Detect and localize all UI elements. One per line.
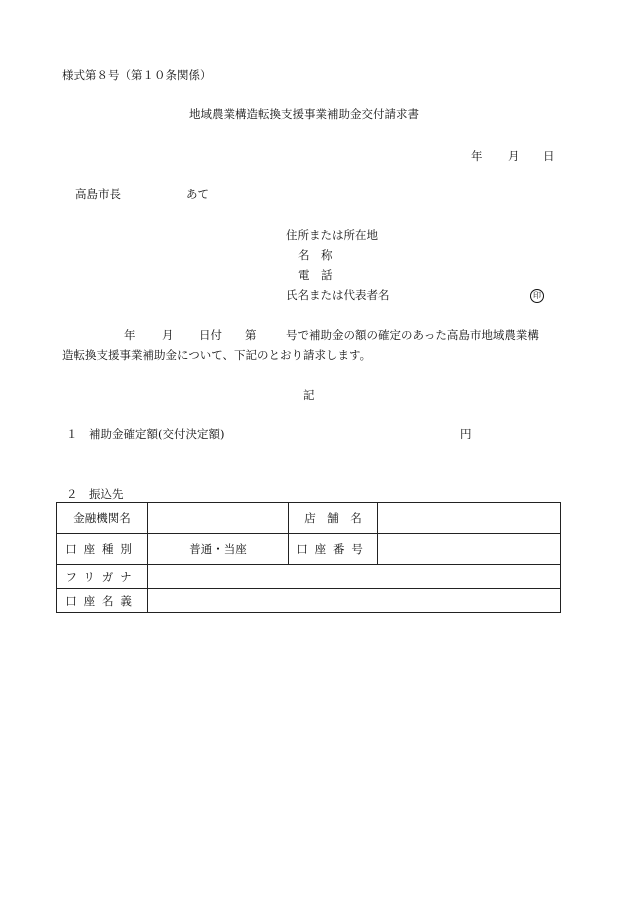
account-type-label: 口座種別 [57, 534, 148, 565]
body-line1-text: 号で補助金の額の確定のあった高島市地域農業構 [286, 328, 539, 342]
furigana-label: フリガナ [57, 565, 148, 589]
seal-mark [530, 287, 544, 303]
seal-icon: 印 [530, 289, 544, 303]
date-year: 年 [471, 149, 483, 163]
body-day-date: 日付 [199, 328, 222, 342]
body-number-prefix: 第 [245, 328, 257, 342]
applicant-address-label: 住所または所在地 [286, 228, 378, 242]
body-month: 月 [162, 328, 174, 342]
applicant-phone-label: 電 話 [298, 268, 333, 282]
branch-label: 店 舗 名 [289, 503, 378, 534]
account-number-value[interactable] [378, 534, 561, 565]
furigana-value[interactable] [148, 565, 561, 589]
item1-unit: 円 [460, 427, 472, 441]
form-number: 様式第８号（第１０条関係） [62, 68, 212, 82]
account-holder-value[interactable] [148, 589, 561, 613]
item1-label: １ 補助金確定額(交付決定額) [66, 427, 225, 441]
document-title: 地域農業構造転換支援事業補助金交付請求書 [189, 107, 419, 121]
applicant-name-label: 名 称 [298, 248, 333, 262]
addressee-name: 高島市長 [75, 187, 121, 201]
branch-value[interactable] [378, 503, 561, 534]
body-line2-text: 造転換支援事業補助金について、下記のとおり請求します。 [62, 348, 372, 362]
account-number-label: 口座番号 [289, 534, 378, 565]
account-type-value[interactable]: 普通・当座 [148, 534, 289, 565]
date-month: 月 [508, 149, 520, 163]
bank-transfer-table [56, 502, 561, 613]
ki-heading: 記 [303, 388, 315, 402]
applicant-representative-label: 氏名または代表者名 [286, 288, 390, 302]
institution-value[interactable] [148, 503, 289, 534]
account-holder-label: 口座名義 [57, 589, 148, 613]
table-row [57, 565, 561, 589]
date-day: 日 [543, 149, 555, 163]
institution-label: 金融機関名 [57, 503, 148, 534]
table-row [57, 534, 561, 565]
table-row [57, 589, 561, 613]
item2-label: ２ 振込先 [66, 487, 124, 501]
addressee-honorific: あて [186, 187, 209, 201]
table-row [57, 503, 561, 534]
body-year: 年 [124, 328, 136, 342]
